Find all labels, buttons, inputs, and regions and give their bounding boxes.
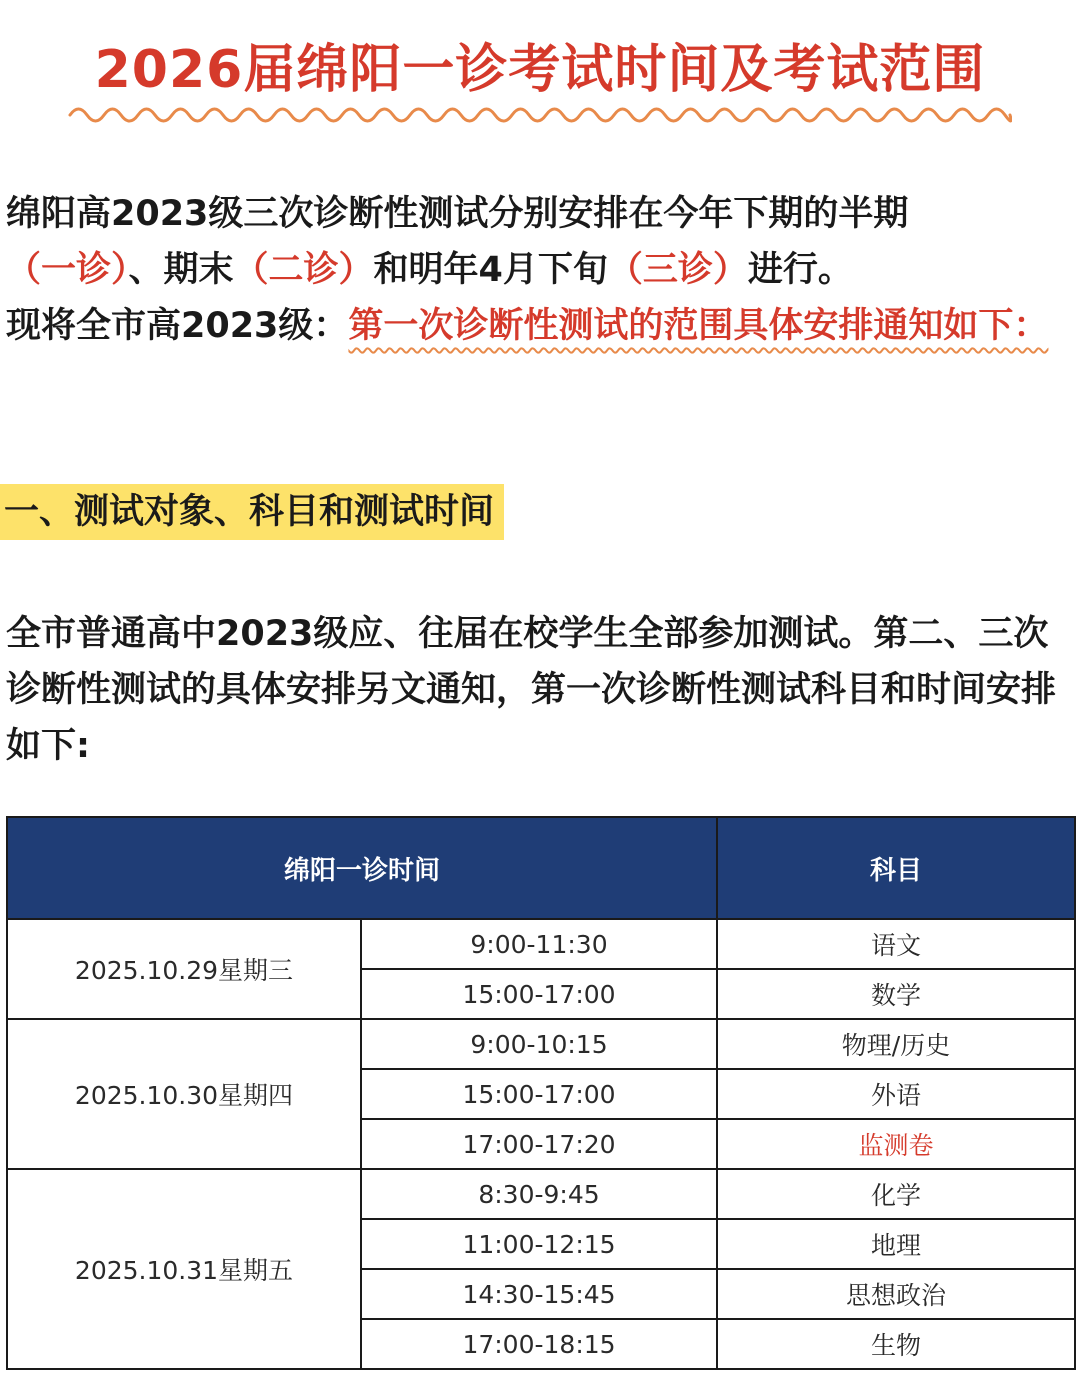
intro-end: 进行。 bbox=[747, 250, 853, 290]
exam-subject-cell: 地理 bbox=[717, 1219, 1075, 1269]
intro-sanzhen: （三诊） bbox=[607, 250, 748, 290]
section-heading: 一、测试对象、科目和测试时间 bbox=[0, 484, 504, 540]
table-row bbox=[7, 1019, 1075, 1069]
exam-subject-cell: 监测卷 bbox=[717, 1119, 1075, 1169]
intro-mid-2: 和明年4月下旬 bbox=[373, 250, 608, 290]
exam-date-cell: 2025.10.29星期三 bbox=[7, 919, 361, 1019]
exam-time-cell: 9:00-11:30 bbox=[361, 919, 717, 969]
exam-subject-cell: 数学 bbox=[717, 969, 1075, 1019]
exam-subject-cell: 化学 bbox=[717, 1169, 1075, 1219]
exam-subject-cell: 物理/历史 bbox=[717, 1019, 1075, 1069]
intro-mid-1: 、期末 bbox=[128, 250, 234, 290]
exam-subject-cell: 语文 bbox=[717, 919, 1075, 969]
intro-line-1: 绵阳高2023级三次诊断性测试分别安排在今年下期的半期 bbox=[6, 194, 909, 234]
exam-time-cell: 15:00-17:00 bbox=[361, 1069, 717, 1119]
exam-date-cell: 2025.10.30星期四 bbox=[7, 1019, 361, 1169]
exam-subject-cell: 思想政治 bbox=[717, 1269, 1075, 1319]
intro-paragraph bbox=[6, 186, 1070, 354]
table-header-row bbox=[7, 817, 1075, 919]
page-title: 2026届绵阳一诊考试时间及考试范围 bbox=[94, 40, 986, 100]
exam-subject-cell: 外语 bbox=[717, 1069, 1075, 1119]
intro-yizhen: （一诊） bbox=[6, 250, 129, 290]
exam-time-cell: 17:00-17:20 bbox=[361, 1119, 717, 1169]
title-block bbox=[0, 30, 1080, 110]
exam-time-cell: 8:30-9:45 bbox=[361, 1169, 717, 1219]
exam-time-cell: 11:00-12:15 bbox=[361, 1219, 717, 1269]
exam-time-cell: 9:00-10:15 bbox=[361, 1019, 717, 1069]
intro-notice-highlight: 第一次诊断性测试的范围具体安排通知如下： bbox=[348, 306, 1049, 346]
header-subject: 科目 bbox=[717, 817, 1075, 919]
exam-time-cell: 15:00-17:00 bbox=[361, 969, 717, 1019]
exam-schedule-table bbox=[6, 816, 1076, 1370]
table-row bbox=[7, 1169, 1075, 1219]
title-wave-underline bbox=[68, 104, 1012, 126]
intro-erzhen: （二诊） bbox=[233, 250, 374, 290]
section-body: 全市普通高中2023级应、往届在校学生全部参加测试。第二、三次诊断性测试的具体安排另文通知，第一次诊断性测试科目和时间安排如下: bbox=[6, 614, 1057, 766]
intro-line-3: 现将全市高2023级： bbox=[6, 306, 349, 346]
exam-date-cell: 2025.10.31星期五 bbox=[7, 1169, 361, 1369]
table-body bbox=[7, 919, 1075, 1369]
exam-subject-cell: 生物 bbox=[717, 1319, 1075, 1369]
exam-time-cell: 17:00-18:15 bbox=[361, 1319, 717, 1369]
header-time: 绵阳一诊时间 bbox=[7, 817, 717, 919]
table-row bbox=[7, 919, 1075, 969]
exam-time-cell: 14:30-15:45 bbox=[361, 1269, 717, 1319]
